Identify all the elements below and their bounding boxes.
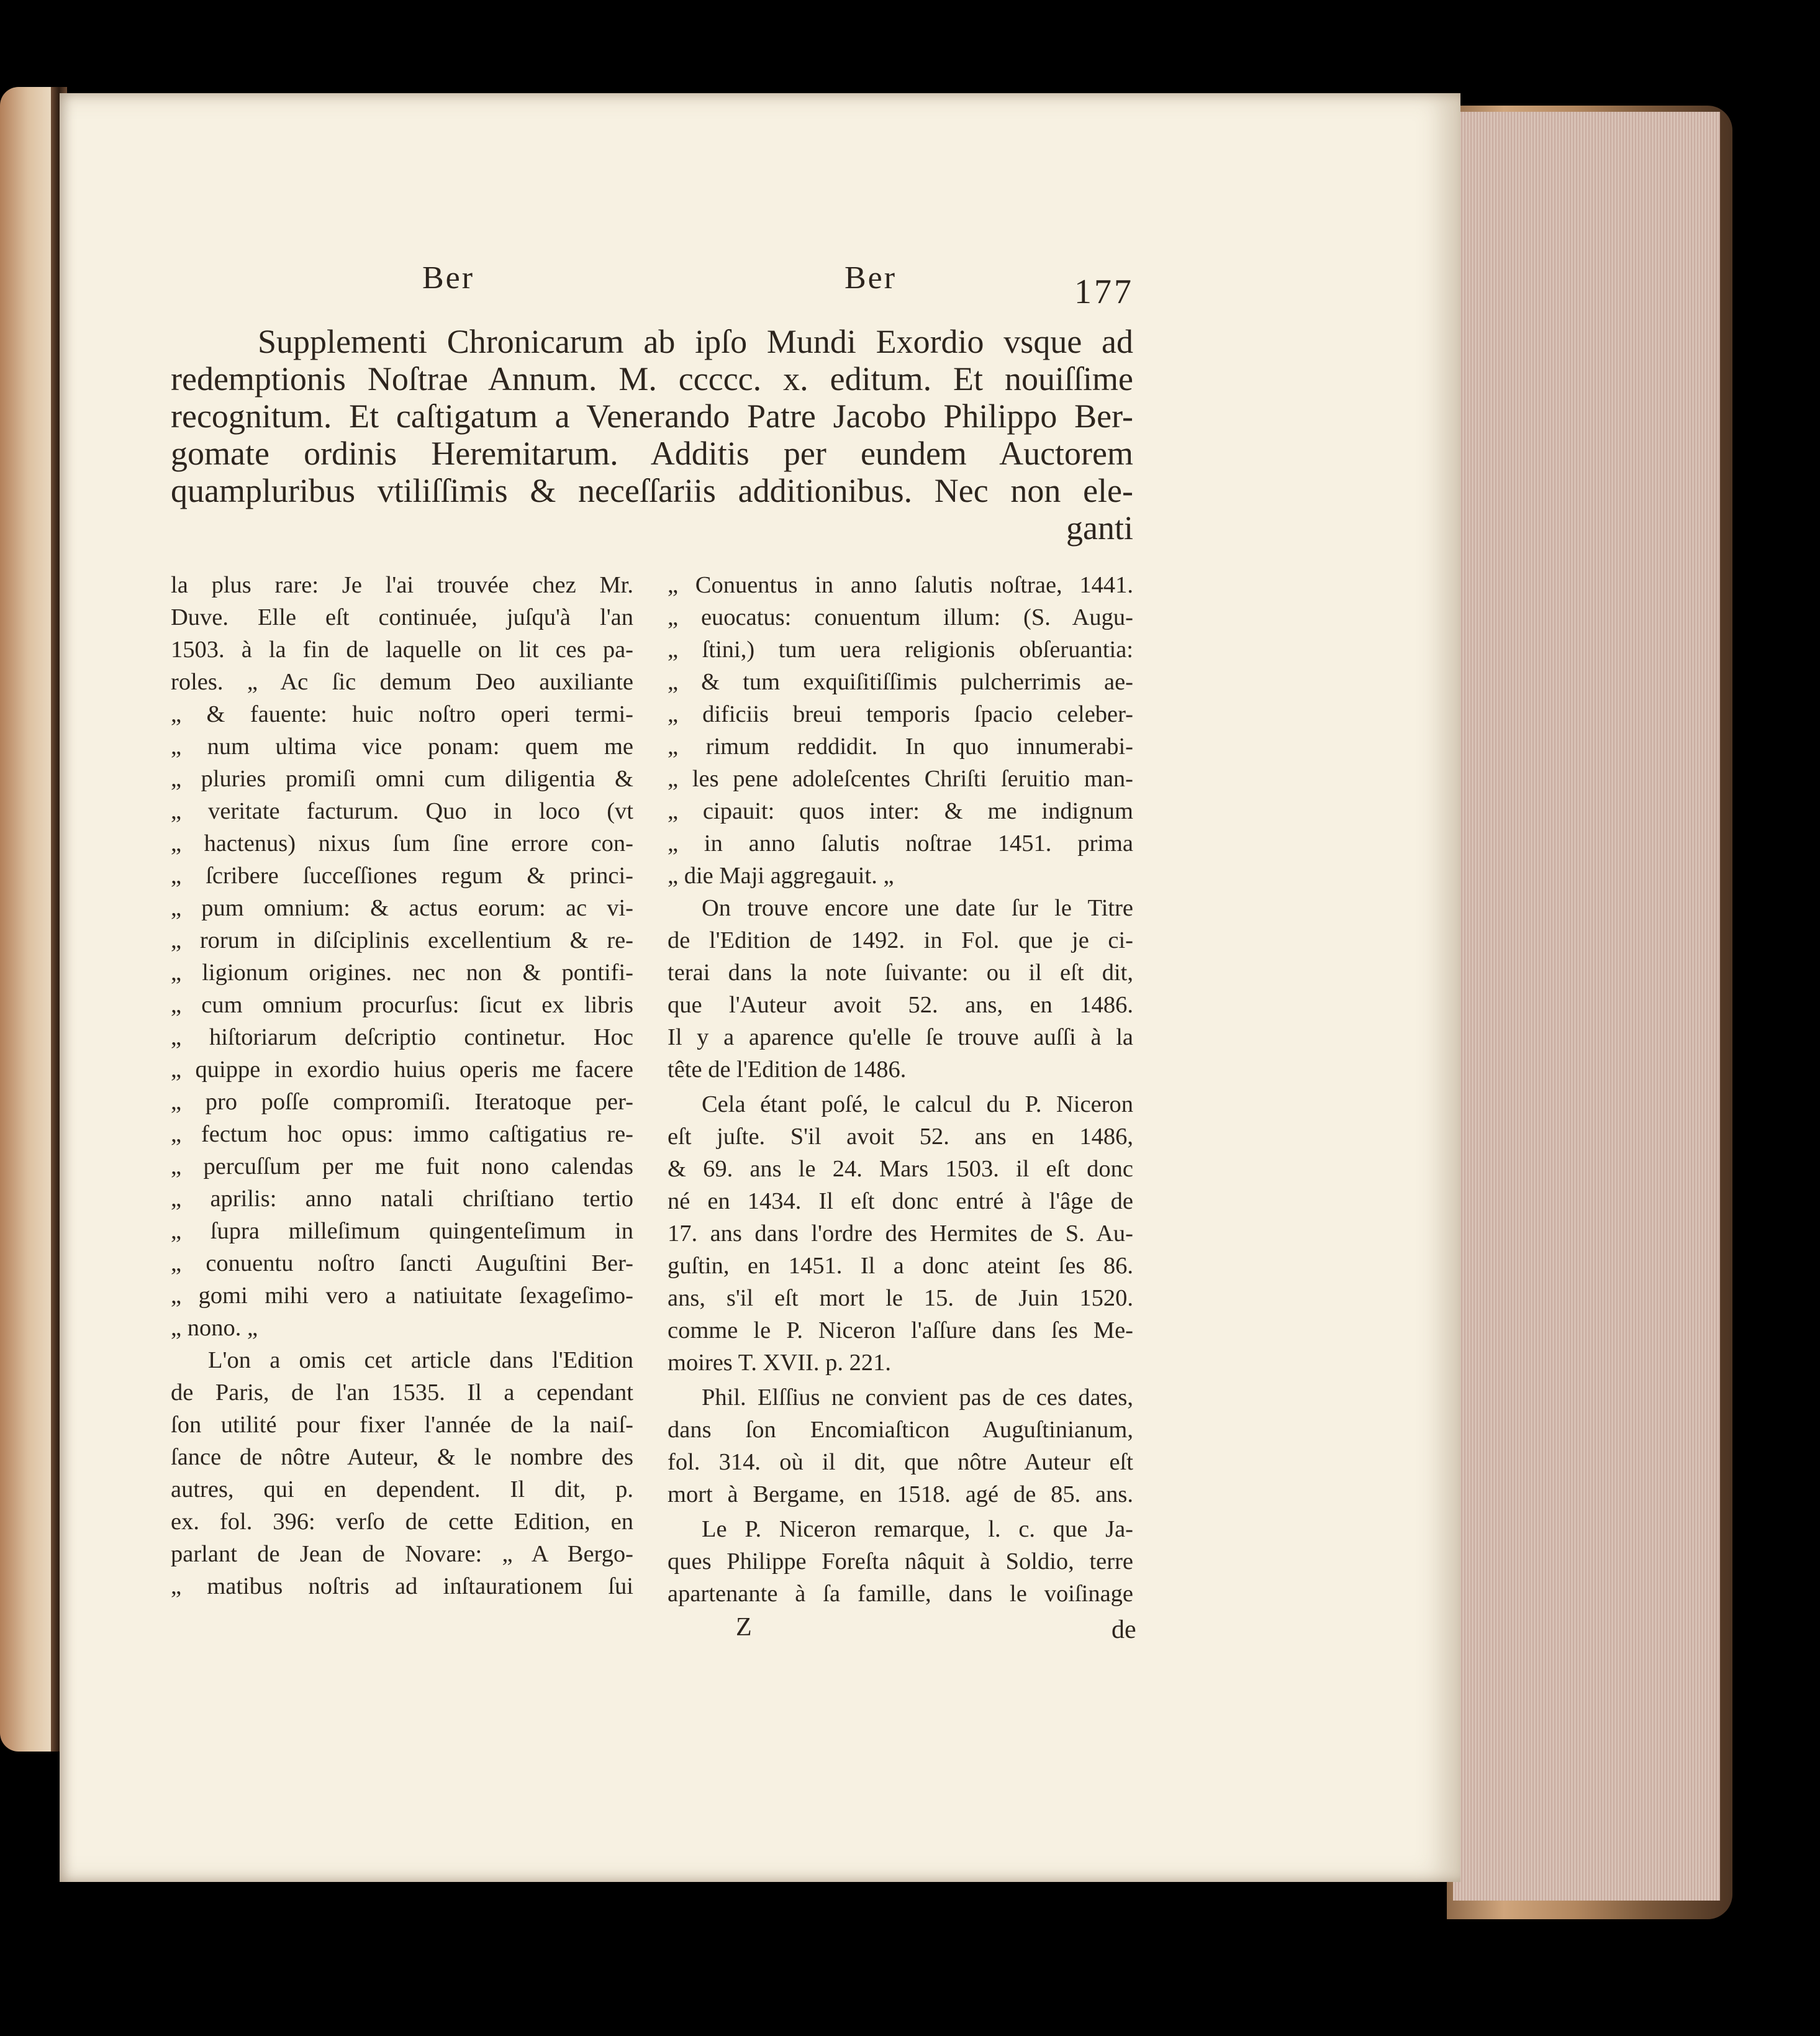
text-line: „ euocatus: conuentum illum: (S. Augu- <box>668 604 1133 630</box>
text-line: „ pluries promiſi omni cum diligentia & <box>171 766 633 792</box>
title-line: Supplementi Chronicarum ab ipſo Mundi Exordio vsque ad <box>258 323 1133 360</box>
text-line: „ hiſtoriarum deſcriptio continetur. Hoc <box>171 1024 633 1050</box>
text-line: „ & fauente: huic noſtro operi termi- <box>171 701 633 727</box>
text-line: „ conuentu noſtro ſancti Auguſtini Ber- <box>171 1250 633 1276</box>
text-line: „ hactenus) nixus ſum ſine errore con- <box>171 830 633 857</box>
text-line: ques Philippe Foreſta nâquit à Soldio, terre <box>668 1548 1133 1575</box>
text-line: 17. ans dans l'ordre des Hermites de S. Au- <box>668 1220 1133 1247</box>
title-line: recognitum. Et caſtigatum a Venerando Patre Jacobo Philippo Ber- <box>171 398 1133 435</box>
paragraph-start: Phil. Elſſius ne convient pas de ces dates, <box>702 1384 1133 1411</box>
paragraph-start: Le P. Niceron remarque, l. c. que Ja- <box>702 1516 1133 1542</box>
text-line: de Paris, de l'an 1535. Il a cependant <box>171 1379 633 1406</box>
title-line: ganti <box>1066 509 1133 547</box>
text-line: „ les pene adoleſcentes Chriſti ſeruitio man- <box>668 766 1133 792</box>
page-edges <box>1453 112 1720 1901</box>
text-line: „ veritate facturum. Quo in loco (vt <box>171 798 633 824</box>
text-line: „ ſtini,) tum uera religionis obſeruantia: <box>668 637 1133 663</box>
text-line: eſt juſte. S'il avoit 52. ans en 1486, <box>668 1124 1133 1150</box>
catchword: de <box>1111 1616 1136 1644</box>
text-line: „ ligionum origines. nec non & pontifi- <box>171 960 633 986</box>
paragraph-start: L'on a omis cet article dans l'Edition <box>208 1347 633 1373</box>
text-line: „ dificiis breui temporis ſpacio celeber- <box>668 701 1133 727</box>
text-line: la plus rare: Je l'ai trouvée chez Mr. <box>171 572 633 598</box>
text-line: ſon utilité pour fixer l'année de la naiſ- <box>171 1412 633 1438</box>
paragraph-start: On trouve encore une date ſur le Titre <box>702 895 1133 921</box>
text-line: & 69. ans le 24. Mars 1503. il eſt donc <box>668 1156 1133 1182</box>
text-line: roles. „ Ac ſic demum Deo auxiliante <box>171 669 633 695</box>
title-line: redemptionis Noſtrae Annum. M. ccccc. x. editum. Et nouiſſime <box>171 360 1133 398</box>
paragraph-start: Cela étant poſé, le calcul du P. Niceron <box>702 1091 1133 1117</box>
text-line: „ pum omnium: & actus eorum: ac vi- <box>171 895 633 921</box>
text-line: „ rorum in diſciplinis excellentium & re- <box>171 927 633 953</box>
text-line: „ fectum hoc opus: immo caſtigatius re- <box>171 1121 633 1147</box>
text-line: „ quippe in exordio huius operis me facere <box>171 1057 633 1083</box>
text-line: mort à Bergame, en 1518. agé de 85. ans. <box>668 1481 1133 1507</box>
text-line: „ gomi mihi vero a natiuitate ſexageſimo- <box>171 1283 633 1309</box>
signature-mark: Z <box>736 1613 752 1642</box>
text-line: „ Conuentus in anno ſalutis noſtrae, 1441. <box>668 572 1133 598</box>
text-line: ans, s'il eſt mort le 15. de Juin 1520. <box>668 1285 1133 1311</box>
text-line: „ matibus noſtris ad inſtaurationem ſui <box>171 1573 633 1599</box>
page-number: 177 <box>1074 273 1134 311</box>
text-line: Duve. Elle eſt continuée, juſqu'à l'an <box>171 604 633 630</box>
text-line: „ ſcribere ſucceſſiones regum & princi- <box>171 863 633 889</box>
text-line: „ nono. „ <box>171 1315 258 1341</box>
text-line: terai dans la note ſuivante: ou il eſt dit, <box>668 960 1133 986</box>
text-line: „ pro poſſe compromiſi. Iteratoque per- <box>171 1089 633 1115</box>
text-line: „ ſupra milleſimum quingenteſimum in <box>171 1218 633 1244</box>
title-line: gomate ordinis Heremitarum. Additis per eundem Auctorem <box>171 435 1133 472</box>
text-line: „ percuſſum per me fuit nono calendas <box>171 1153 633 1179</box>
text-line: 1503. à la fin de laquelle on lit ces pa- <box>171 637 633 663</box>
text-line: que l'Auteur avoit 52. ans, en 1486. <box>668 992 1133 1018</box>
text-line: comme le P. Niceron l'aſſure dans ſes Me- <box>668 1317 1133 1343</box>
text-line: de l'Edition de 1492. in Fol. que je ci- <box>668 927 1133 953</box>
text-line: tête de l'Edition de 1486. <box>668 1057 907 1083</box>
text-line: „ cipauit: quos inter: & me indignum <box>668 798 1133 824</box>
text-line: ſance de nôtre Auteur, & le nombre des <box>171 1444 633 1470</box>
running-head-left: Ber <box>422 260 475 296</box>
text-line: moires T. XVII. p. 221. <box>668 1350 891 1376</box>
text-line: „ die Maji aggregauit. „ <box>668 863 894 889</box>
text-line: apartenante à ſa famille, dans le voiſinage <box>668 1581 1133 1607</box>
text-line: parlant de Jean de Novare: „ A Bergo- <box>171 1541 633 1567</box>
text-line: „ num ultima vice ponam: quem me <box>171 734 633 760</box>
text-line: ex. fol. 396: verſo de cette Edition, en <box>171 1509 633 1535</box>
text-line: guſtin, en 1451. Il a donc ateint ſes 86. <box>668 1253 1133 1279</box>
text-line: „ & tum exquiſitiſſimis pulcherrimis ae- <box>668 669 1133 695</box>
running-head-center: Ber <box>844 260 897 296</box>
text-line: né en 1434. Il eſt donc entré à l'âge de <box>668 1188 1133 1214</box>
text-line: „ rimum reddidit. In quo innumerabi- <box>668 734 1133 760</box>
text-line: autres, qui en dependent. Il dit, p. <box>171 1476 633 1502</box>
text-line: dans ſon Encomiaſticon Auguſtinianum, <box>668 1417 1133 1443</box>
text-line: fol. 314. où il dit, que nôtre Auteur eſt <box>668 1449 1133 1475</box>
title-line: quampluribus vtiliſſimis & neceſſariis additionibus. Nec non ele- <box>171 472 1133 509</box>
text-line: Il y a aparence qu'elle ſe trouve auſſi à la <box>668 1024 1133 1050</box>
text-line: „ in anno ſalutis noſtrae 1451. prima <box>668 830 1133 857</box>
text-line: „ aprilis: anno natali chriſtiano tertio <box>171 1186 633 1212</box>
text-line: „ cum omnium procurſus: ſicut ex libris <box>171 992 633 1018</box>
